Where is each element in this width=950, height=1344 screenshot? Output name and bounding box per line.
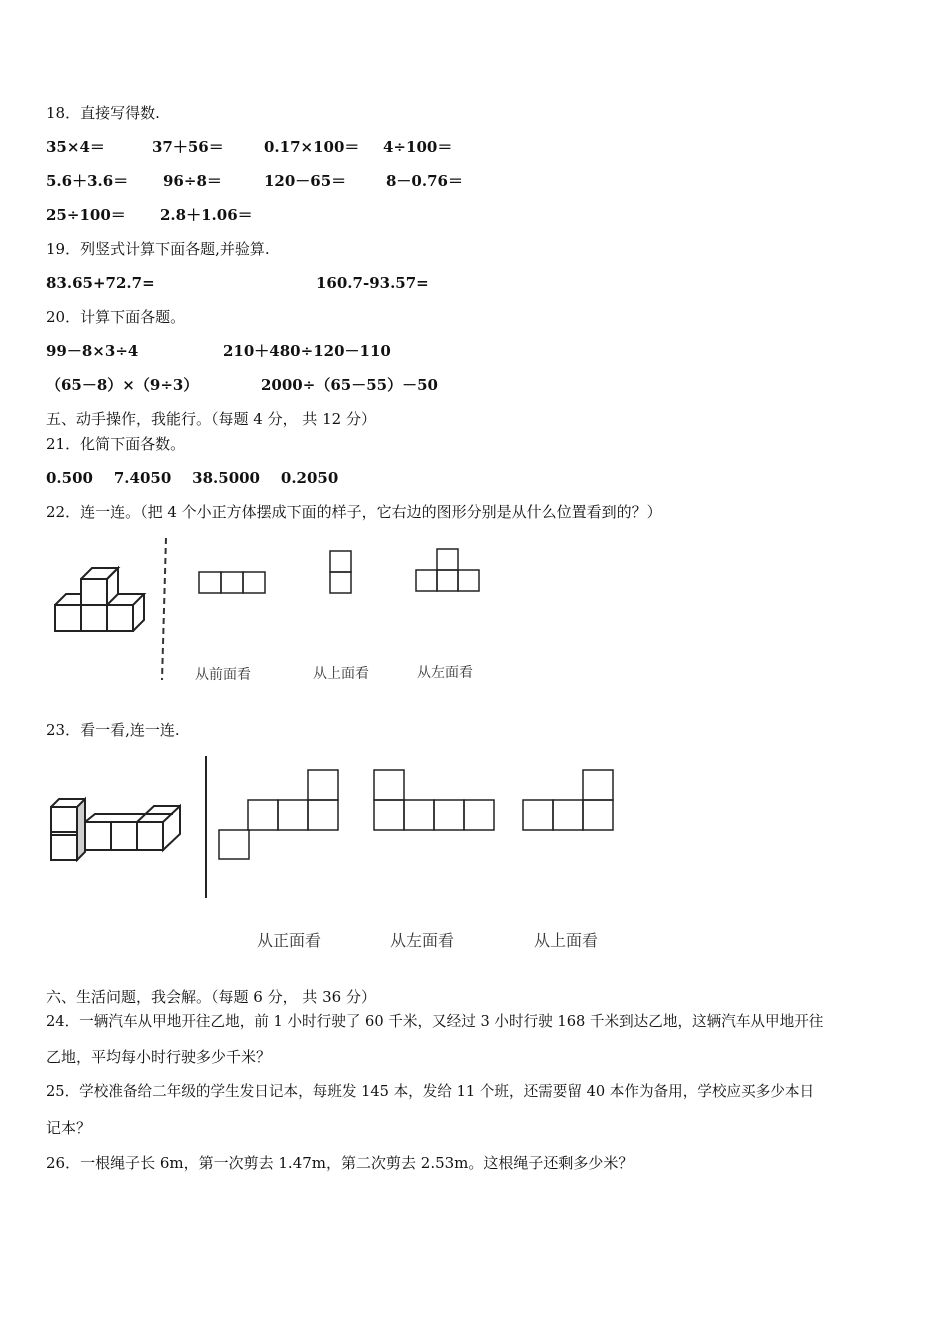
- q23-label-front: 从正面看: [257, 931, 322, 950]
- dashed-divider: [162, 538, 166, 680]
- view-top-shape: [523, 770, 613, 830]
- q23-label-left: 从左面看: [390, 931, 455, 950]
- q25-line1: 25．学校准备给二年级的学生发日记本，每班发 145 本，发给 11 个班，还需要留 40 本作为备用，学校应买多少本日: [46, 1083, 815, 1100]
- q18-item: 96÷8＝: [163, 172, 222, 190]
- q18-item: 4÷100＝: [383, 138, 453, 156]
- q18-item: 37＋56＝: [152, 138, 224, 156]
- q19-item: 83.65+72.7=: [46, 274, 155, 292]
- q23-figure: [40, 750, 640, 910]
- q23-title: 23．看一看,连一连.: [46, 721, 180, 739]
- view-front-shape: [219, 770, 338, 859]
- q19-title: 19．列竖式计算下面各题,并验算.: [46, 240, 270, 258]
- q18-item: 120－65＝: [264, 172, 347, 190]
- q23-label-top: 从上面看: [534, 931, 599, 950]
- q22-label-front: 从前面看: [195, 667, 251, 683]
- q22-label-left: 从左面看: [417, 665, 473, 681]
- q25-line2: 记本？: [46, 1119, 92, 1137]
- q20-item: 210＋480÷120－110: [223, 342, 391, 360]
- q21-numbers: 0.500 7.4050 38.5000 0.2050: [46, 469, 339, 487]
- q20-item: （65－8）×（9÷3）: [46, 376, 199, 394]
- section-five-heading: 五、动手操作，我能行。（每题 4 分， 共 12 分）: [46, 410, 376, 428]
- q20-item: 2000÷（65－55）－50: [261, 376, 438, 394]
- cube-stack-drawing: [55, 568, 144, 631]
- q24-line2: 乙地，平均每小时行驶多少千米？: [46, 1048, 272, 1066]
- q22-title: 22．连一连。（把 4 个小正方体摆成下面的样子，它右边的图形分别是从什么位置看到的？）: [46, 503, 662, 521]
- view-top-grid: [330, 551, 351, 593]
- q18-title: 18．直接写得数.: [46, 104, 160, 122]
- view-left-grid: [416, 549, 479, 591]
- section-six-heading: 六、生活问题，我会解。（每题 6 分， 共 36 分）: [46, 988, 376, 1006]
- q18-item: 35×4＝: [46, 138, 105, 156]
- view-front-grid: [199, 572, 265, 593]
- q22-label-top: 从上面看: [313, 666, 369, 682]
- q26-line1: 26．一根绳子长 6m，第一次剪去 1.47m，第二次剪去 2.53m。这根绳子还剩多少米？: [46, 1154, 634, 1172]
- q18-item: 0.17×100＝: [264, 138, 360, 156]
- q19-item: 160.7-93.57=: [316, 274, 429, 292]
- q18-item: 8－0.76＝: [386, 172, 463, 190]
- q20-item: 99－8×3÷4: [46, 342, 139, 360]
- view-left-shape: [374, 770, 494, 830]
- q24-line1: 24．一辆汽车从甲地开往乙地，前 1 小时行驶了 60 千米，又经过 3 小时行驶 168 千米到达乙地，这辆汽车从甲地开往: [46, 1013, 824, 1030]
- q20-title: 20．计算下面各题。: [46, 308, 186, 326]
- q18-item: 25÷100＝: [46, 206, 126, 224]
- q18-item: 5.6＋3.6＝: [46, 172, 129, 190]
- cube-row-drawing: [51, 799, 180, 860]
- q21-title: 21．化简下面各数。: [46, 435, 186, 453]
- q18-item: 2.8＋1.06＝: [160, 206, 253, 224]
